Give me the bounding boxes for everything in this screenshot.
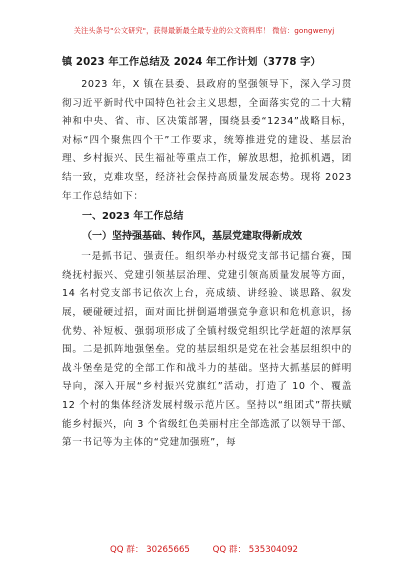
section-heading: 一、2023 年工作总结 <box>82 211 184 223</box>
footer-qq-group-2: QQ 群： 535304092 <box>212 545 299 555</box>
intro-paragraph: 2023 年，X 镇在县委、县政府的坚强领导下，深入学习贯彻习近平新时代中国特色社会主义思想，全面落实党的二十大精神和中央、省、市、区决策部署，围绕县委“1234”战略目标，对标“四个聚焦四个干”工作要求，统筹推进党的建设、基层治理、乡村振兴、民生福祉等重点工作，解放思想，抢抓机遇，团结一致，克难攻坚，经济社会保持高质量发展态势。现将 2023 年工作总结如下： <box>62 79 352 202</box>
footer-qq-group-1: QQ 群： 30265665 <box>109 545 190 555</box>
subsection-heading: （一）坚持强基础、转作风，基层党建取得新成效 <box>82 231 302 243</box>
body-paragraph: 一是抓书记、强责任。组织举办村级党支部书记擂台赛，围绕抚村振兴、党建引领基层治理、党建引领高质量发展等方面，14 名村党支部书记依次上台，亮成绩、讲经验、谈思路、叙发展，硬碰硬过招，面对面比拼倒逼增强竞争意识和危机意识，扬优势、补短板、强弱项形成了全镇村级党组织比学赶超的浓厚氛围。二是抓阵地强堡垒。党的基层组织是党在社会基层组织中的战斗堡垒是党的全部工作和战斗力的基础。坚持大抓基层的鲜明导向，深入开展“乡村振兴党旗红”活动，打造了 10 个、覆盖 12 个村的集体经济发展村级示范片区。坚持以“组团式”帮扶赋能乡村振兴，向 3 个省级红色美丽村庄全部选派了以领导干部、第一书记等为主体的“党建加强班”，每 <box>62 251 352 449</box>
header-banner: 关注头条号"公文研究"，获得最新最全最专业的公文资料库！ 微信：gongwenyj <box>73 26 335 35</box>
footer-contacts <box>0 543 408 555</box>
document-title: 镇 2023 年工作总结及 2024 年工作计划（3778 字） <box>62 57 321 68</box>
document-page <box>62 56 352 453</box>
